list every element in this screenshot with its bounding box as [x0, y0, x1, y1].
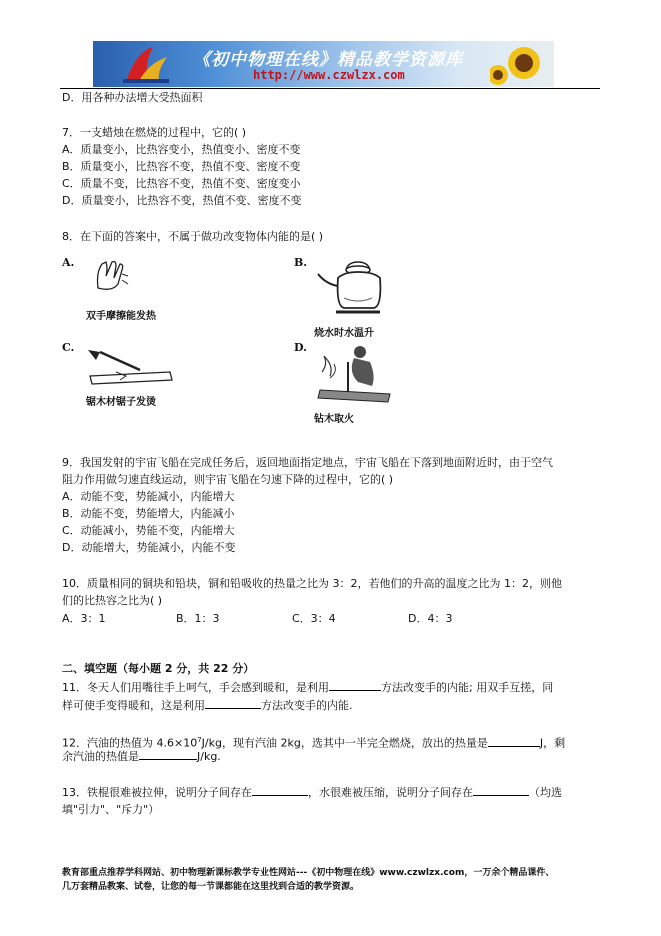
- q13-blank-1[interactable]: [252, 795, 308, 796]
- q9-option-b: B．动能不变，势能增大，内能减小: [62, 507, 235, 520]
- q7-option-a: A．质量变小，比热容变小，热值变小、密度不变: [62, 143, 301, 156]
- q8-option-c-caption: 锯木材锯子发烫: [86, 397, 156, 408]
- header-rule: [60, 88, 600, 89]
- q10-option-a: A．3：1: [62, 612, 106, 625]
- q8-option-a-letter: A.: [62, 256, 75, 269]
- q11-line2-text-a: 样可使手变得暖和，这是利用: [62, 699, 205, 712]
- section2-heading: 二、填空题（每小题 2 分，共 22 分）: [62, 662, 255, 675]
- q8-option-a-caption: 双手摩擦能发热: [86, 311, 156, 322]
- q12-line2-text-b: J/kg.: [197, 750, 221, 763]
- q9-stem-line2: 阻力作用做匀速直线运动，则宇宙飞船在匀速下降的过程中，它的( ): [62, 473, 394, 486]
- q7-option-d: D．质量变小，比热容不变，热值不变、密度不变: [62, 194, 302, 207]
- q8-option-d-caption: 钻木取火: [314, 414, 354, 425]
- q9-stem-line1: 9．我国发射的宇宙飞船在完成任务后，返回地面指定地点，宇宙飞船在下落到地面附近时，由于空气: [62, 456, 553, 469]
- q13-line1-text-a: 13．铁棍很难被拉伸，说明分子间存在: [62, 786, 252, 799]
- q12-line1-text-a: 12．汽油的热值为 4.6×10: [62, 736, 198, 750]
- header-banner: [93, 41, 554, 87]
- q13-line1-text-c: （均选: [529, 786, 562, 799]
- q10-stem-line1: 10．质量相同的铜块和铅块，铜和铅吸收的热量之比为 3：2，若他们的升高的温度之比为 1：2，则他: [62, 577, 562, 590]
- q8-option-b-caption: 烧水时水温升: [314, 328, 374, 339]
- q8-option-d-letter: D.: [294, 341, 307, 354]
- q11-line1: [62, 680, 553, 696]
- q12-blank-2[interactable]: [139, 759, 197, 760]
- q13-line1-text-b: ，水很难被压缩，说明分子间存在: [308, 786, 473, 799]
- q8-option-b-letter: B.: [294, 256, 308, 269]
- q7-option-b: B．质量变小，比热容不变，热值不变、密度不变: [62, 160, 301, 173]
- q7-stem: 7．一支蜡烛在燃烧的过程中，它的( ): [62, 126, 247, 139]
- q6-option-d: D．用各种办法增大受热面积: [62, 91, 203, 104]
- q11-line2: [62, 698, 353, 714]
- q12-line1-text-b: J/kg，现有汽油 2kg，选其中一半完全燃烧，放出的热量是: [201, 736, 488, 750]
- q12-blank-1[interactable]: [488, 746, 540, 747]
- q9-option-c: C．动能减小，势能不变，内能增大: [62, 524, 235, 537]
- drilling-wood-fire-icon: [314, 342, 394, 406]
- q13-line1: [62, 785, 562, 801]
- q10-option-d: D．4：3: [408, 612, 453, 625]
- q11-line2-text-b: 方法改变手的内能.: [261, 699, 353, 712]
- q12-line1-text-c: J，剩: [539, 736, 566, 750]
- q12-exponent: 7: [197, 736, 202, 744]
- site-logo-icon: [117, 41, 177, 87]
- q9-option-d: D．动能增大，势能减小，内能不变: [62, 541, 236, 554]
- q12-line2-text-a: 余汽油的热值是: [62, 750, 139, 763]
- footer-line2: 几万套精品教案、试卷，让您的每一节课都能在这里找到合适的教学资源。: [62, 882, 360, 892]
- q11-line1-text-b: 方法改变手的内能; 用双手互搓，同: [381, 681, 554, 694]
- banner-title: 《初中物理在线》精品教学资源库: [193, 50, 463, 70]
- q12-line2: [62, 749, 221, 765]
- q11-line1-text-a: 11．冬天人们用嘴往手上呵气，手会感到暖和，是利用: [62, 681, 329, 694]
- sunflower-icon: [490, 41, 554, 87]
- q13-line2: 填"引力"、"斥力"）: [62, 803, 160, 816]
- banner-url[interactable]: http://www.czwlzx.com: [253, 68, 405, 82]
- q9-option-a: A．动能不变，势能减小，内能增大: [62, 490, 235, 503]
- q11-blank-1[interactable]: [329, 690, 381, 691]
- q10-option-c: C．3：4: [292, 612, 336, 625]
- q10-stem-line2: 们的比热容之比为( ): [62, 594, 163, 607]
- kettle-icon: [314, 258, 390, 316]
- q7-option-c: C．质量不变，比热容不变，热值不变、密度变小: [62, 177, 301, 190]
- footer-line1: 教育部重点推荐学科网站、初中物理新课标教学专业性网站---《初中物理在线》www.czwlzx.com，一万余个精品课件、: [62, 868, 555, 878]
- q10-option-b: B．1：3: [176, 612, 220, 625]
- sawing-wood-icon: [86, 346, 176, 388]
- q11-blank-2[interactable]: [205, 708, 261, 709]
- rubbing-hands-icon: [92, 258, 132, 292]
- q8-stem: 8．在下面的答案中，不属于做功改变物体内能的是( ): [62, 230, 324, 243]
- q13-blank-2[interactable]: [473, 795, 529, 796]
- q8-option-c-letter: C.: [62, 341, 75, 354]
